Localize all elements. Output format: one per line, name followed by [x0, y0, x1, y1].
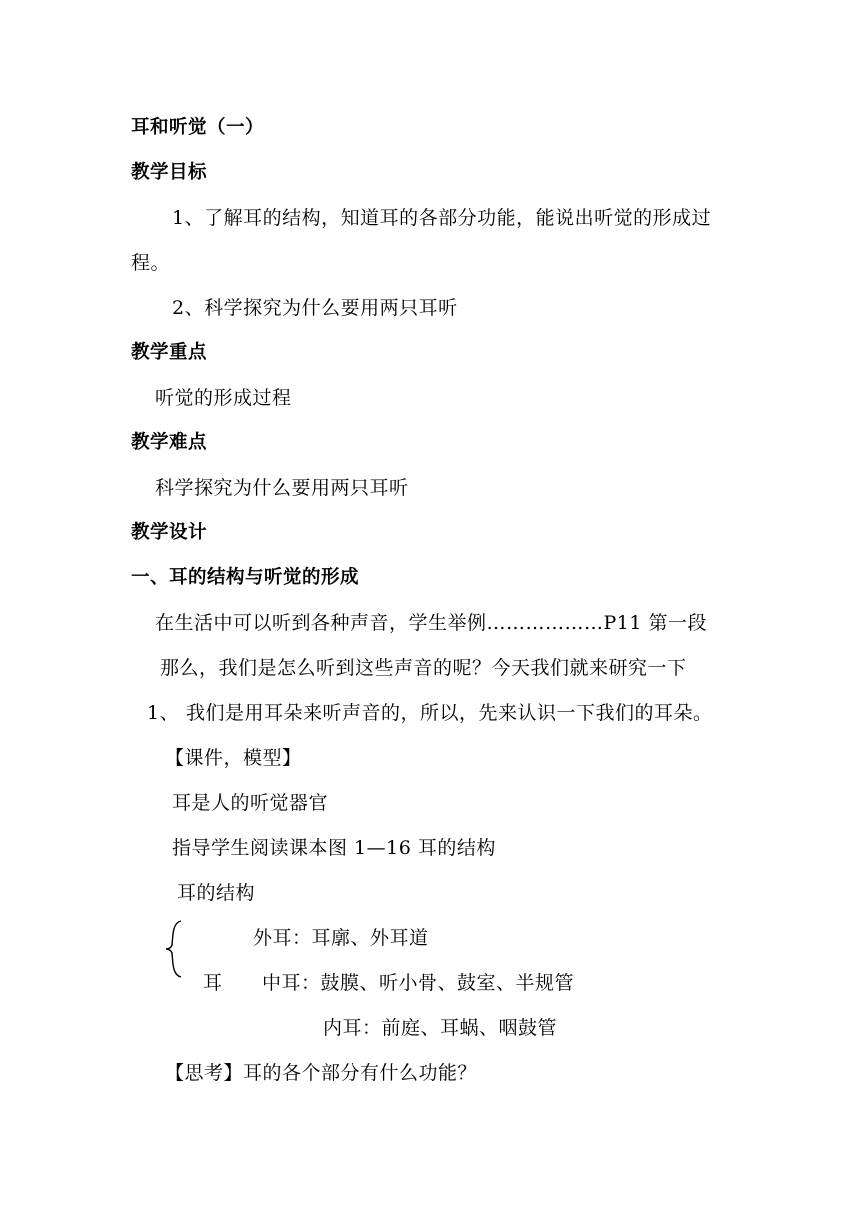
- ear-label: 耳: [203, 972, 223, 994]
- goal-1-line-2: 程。: [131, 252, 171, 274]
- middle-ear-line: 中耳：鼓膜、听小骨、鼓室、半规管: [262, 972, 575, 994]
- outer-ear-line: 外耳：耳廓、外耳道: [253, 927, 429, 949]
- heading-difficult-points: 教学难点: [131, 432, 208, 453]
- curly-brace-icon: [163, 919, 185, 979]
- ear-structure-label: 耳的结构: [177, 882, 256, 904]
- heading-key-points: 教学重点: [131, 342, 208, 363]
- paragraph-how-we-hear: 那么，我们是怎么听到这些声音的呢？今天我们就来研究一下: [160, 657, 687, 679]
- document-title: 耳和听觉（一）: [131, 117, 265, 138]
- section-1-heading: 一、耳的结构与听觉的形成: [131, 567, 360, 588]
- key-point-text: 听觉的形成过程: [155, 387, 292, 409]
- ear-organ-line: 耳是人的听觉器官: [172, 792, 329, 814]
- paragraph-life-sounds: 在生活中可以听到各种声音，学生举例………………P11 第一段: [155, 612, 708, 634]
- heading-teaching-design: 教学设计: [131, 522, 208, 543]
- guide-reading-line: 指导学生阅读课本图 1—16 耳的结构: [172, 837, 496, 859]
- heading-teaching-goals: 教学目标: [131, 162, 208, 183]
- item-1-number: 1、: [147, 702, 180, 724]
- goal-2: 2、科学探究为什么要用两只耳听: [172, 297, 458, 319]
- courseware-note: 【课件，模型】: [165, 747, 302, 769]
- goal-1-line-1: 1、了解耳的结构，知道耳的各部分功能，能说出听觉的形成过: [172, 207, 712, 229]
- difficult-point-text: 科学探究为什么要用两只耳听: [155, 477, 409, 499]
- think-question: 【思考】耳的各个部分有什么功能？: [165, 1062, 478, 1084]
- item-1-text: 我们是用耳朵来听声音的，所以，先来认识一下我们的耳朵。: [186, 702, 713, 724]
- inner-ear-line: 内耳：前庭、耳蜗、咽鼓管: [323, 1017, 558, 1039]
